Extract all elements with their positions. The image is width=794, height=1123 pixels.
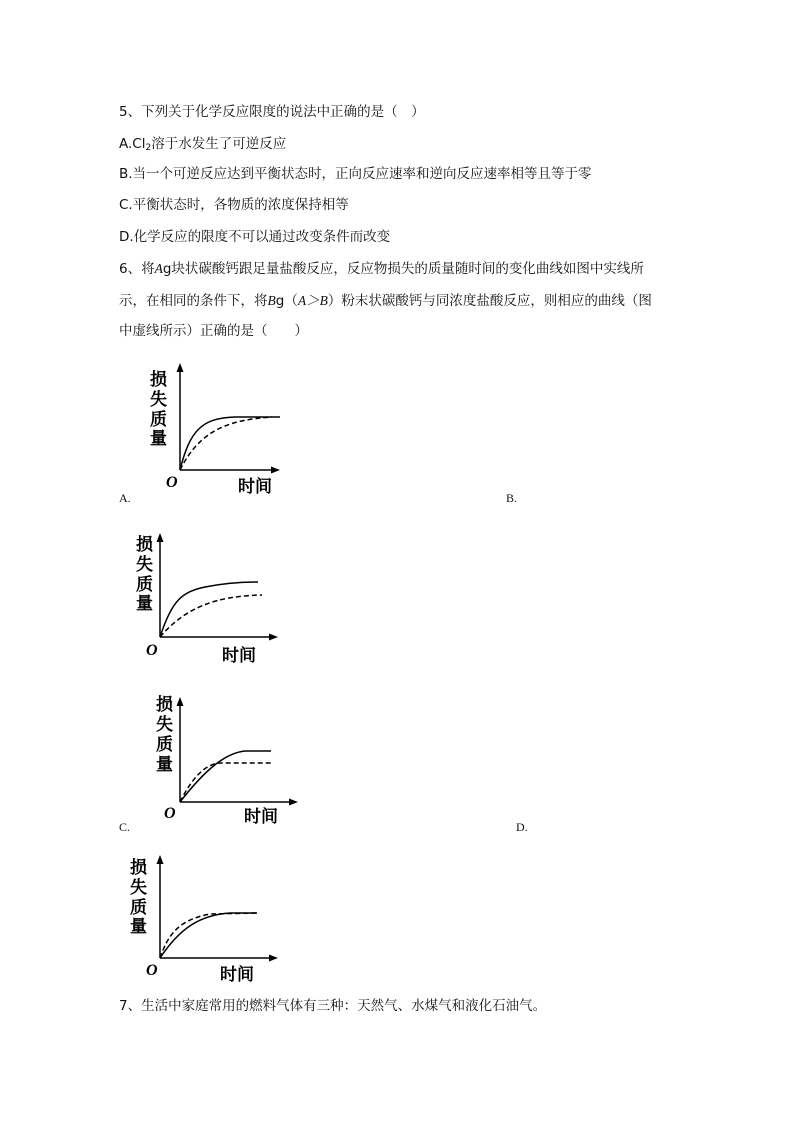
x-axis-label: 时间 xyxy=(238,477,272,495)
y-axis-label-char: 失 xyxy=(150,390,167,410)
x-axis-label: 时间 xyxy=(222,646,256,665)
origin-label: O xyxy=(146,962,158,979)
q6-text: 6、将 xyxy=(119,261,155,277)
q5-option-d[interactable]: D.化学反应的限度不可以通过改变条件而改变 xyxy=(119,229,391,245)
origin-label: O xyxy=(146,642,158,659)
y-axis-label-char: 质 xyxy=(156,735,173,755)
option-a-label[interactable]: A. xyxy=(119,491,131,505)
x-axis-label: 时间 xyxy=(244,807,278,825)
y-axis-label-char: 质 xyxy=(150,410,167,430)
graph-option-d xyxy=(130,850,280,985)
graph-option-b xyxy=(130,530,280,665)
y-axis-label-char: 失 xyxy=(156,715,173,735)
q6-text: 示，在相同的条件下，将 xyxy=(119,293,268,309)
q6-text: g块状碳酸钙跟足量盐酸反应，反应物损失的质量随时间的变化曲线如图中实线所 xyxy=(162,261,644,277)
option-c-label[interactable]: C. xyxy=(119,820,131,834)
q6-text: g（ xyxy=(275,293,298,309)
y-axis-label-char: 量 xyxy=(150,429,167,449)
y-axis-label-char: 量 xyxy=(130,917,147,937)
y-axis-label-char: 损 xyxy=(130,858,147,878)
y-axis-label-char: 量 xyxy=(156,755,173,775)
y-axis-label-char: 损 xyxy=(156,695,173,715)
q5-stem: 5、下列关于化学反应限度的说法中正确的是（ ） xyxy=(119,104,425,120)
y-axis-label-char: 损 xyxy=(136,535,153,555)
y-axis-label-char: 质 xyxy=(136,575,153,595)
origin-label: O xyxy=(164,805,176,822)
q7-stem: 7、生活中家庭常用的燃料气体有三种：天然气、水煤气和液化石油气。 xyxy=(119,998,547,1014)
y-axis-label-char: 质 xyxy=(130,898,147,918)
y-axis-label-char: 失 xyxy=(130,878,147,898)
q5-option-c[interactable]: C.平衡状态时，各物质的浓度保持相等 xyxy=(119,197,349,213)
q6-var-b: B xyxy=(267,293,276,308)
q5-option-a-prefix: A.Cl xyxy=(119,136,146,152)
origin-label: O xyxy=(166,474,178,491)
q6-condition: A＞B xyxy=(297,293,328,308)
y-axis-label-char: 量 xyxy=(136,594,153,614)
q6-stem-line3: 中虚线所示）正确的是（ ） xyxy=(119,323,308,339)
q5-option-b[interactable]: B.当一个可逆反应达到平衡状态时，正向反应速率和逆向反应速率相等且等于零 xyxy=(119,166,592,182)
graph-option-a xyxy=(140,360,290,495)
q6-stem-line1 xyxy=(119,261,644,277)
q5-option-a-subscript: 2 xyxy=(145,143,152,153)
q6-stem-line2 xyxy=(119,293,652,309)
q5-option-a[interactable] xyxy=(119,136,286,156)
y-axis-label-char: 失 xyxy=(136,555,153,575)
option-d-label[interactable]: D. xyxy=(516,820,528,834)
x-axis-label: 时间 xyxy=(220,965,254,985)
q5-option-a-suffix: 溶于水发生了可逆反应 xyxy=(151,136,287,152)
q6-text: ）粉末状碳酸钙与同浓度盐酸反应，则相应的曲线（图 xyxy=(327,293,652,309)
y-axis-label-char: 损 xyxy=(150,370,167,390)
option-b-label[interactable]: B. xyxy=(506,491,518,505)
q6-var-a: A xyxy=(154,261,163,276)
graph-option-c xyxy=(150,690,300,825)
